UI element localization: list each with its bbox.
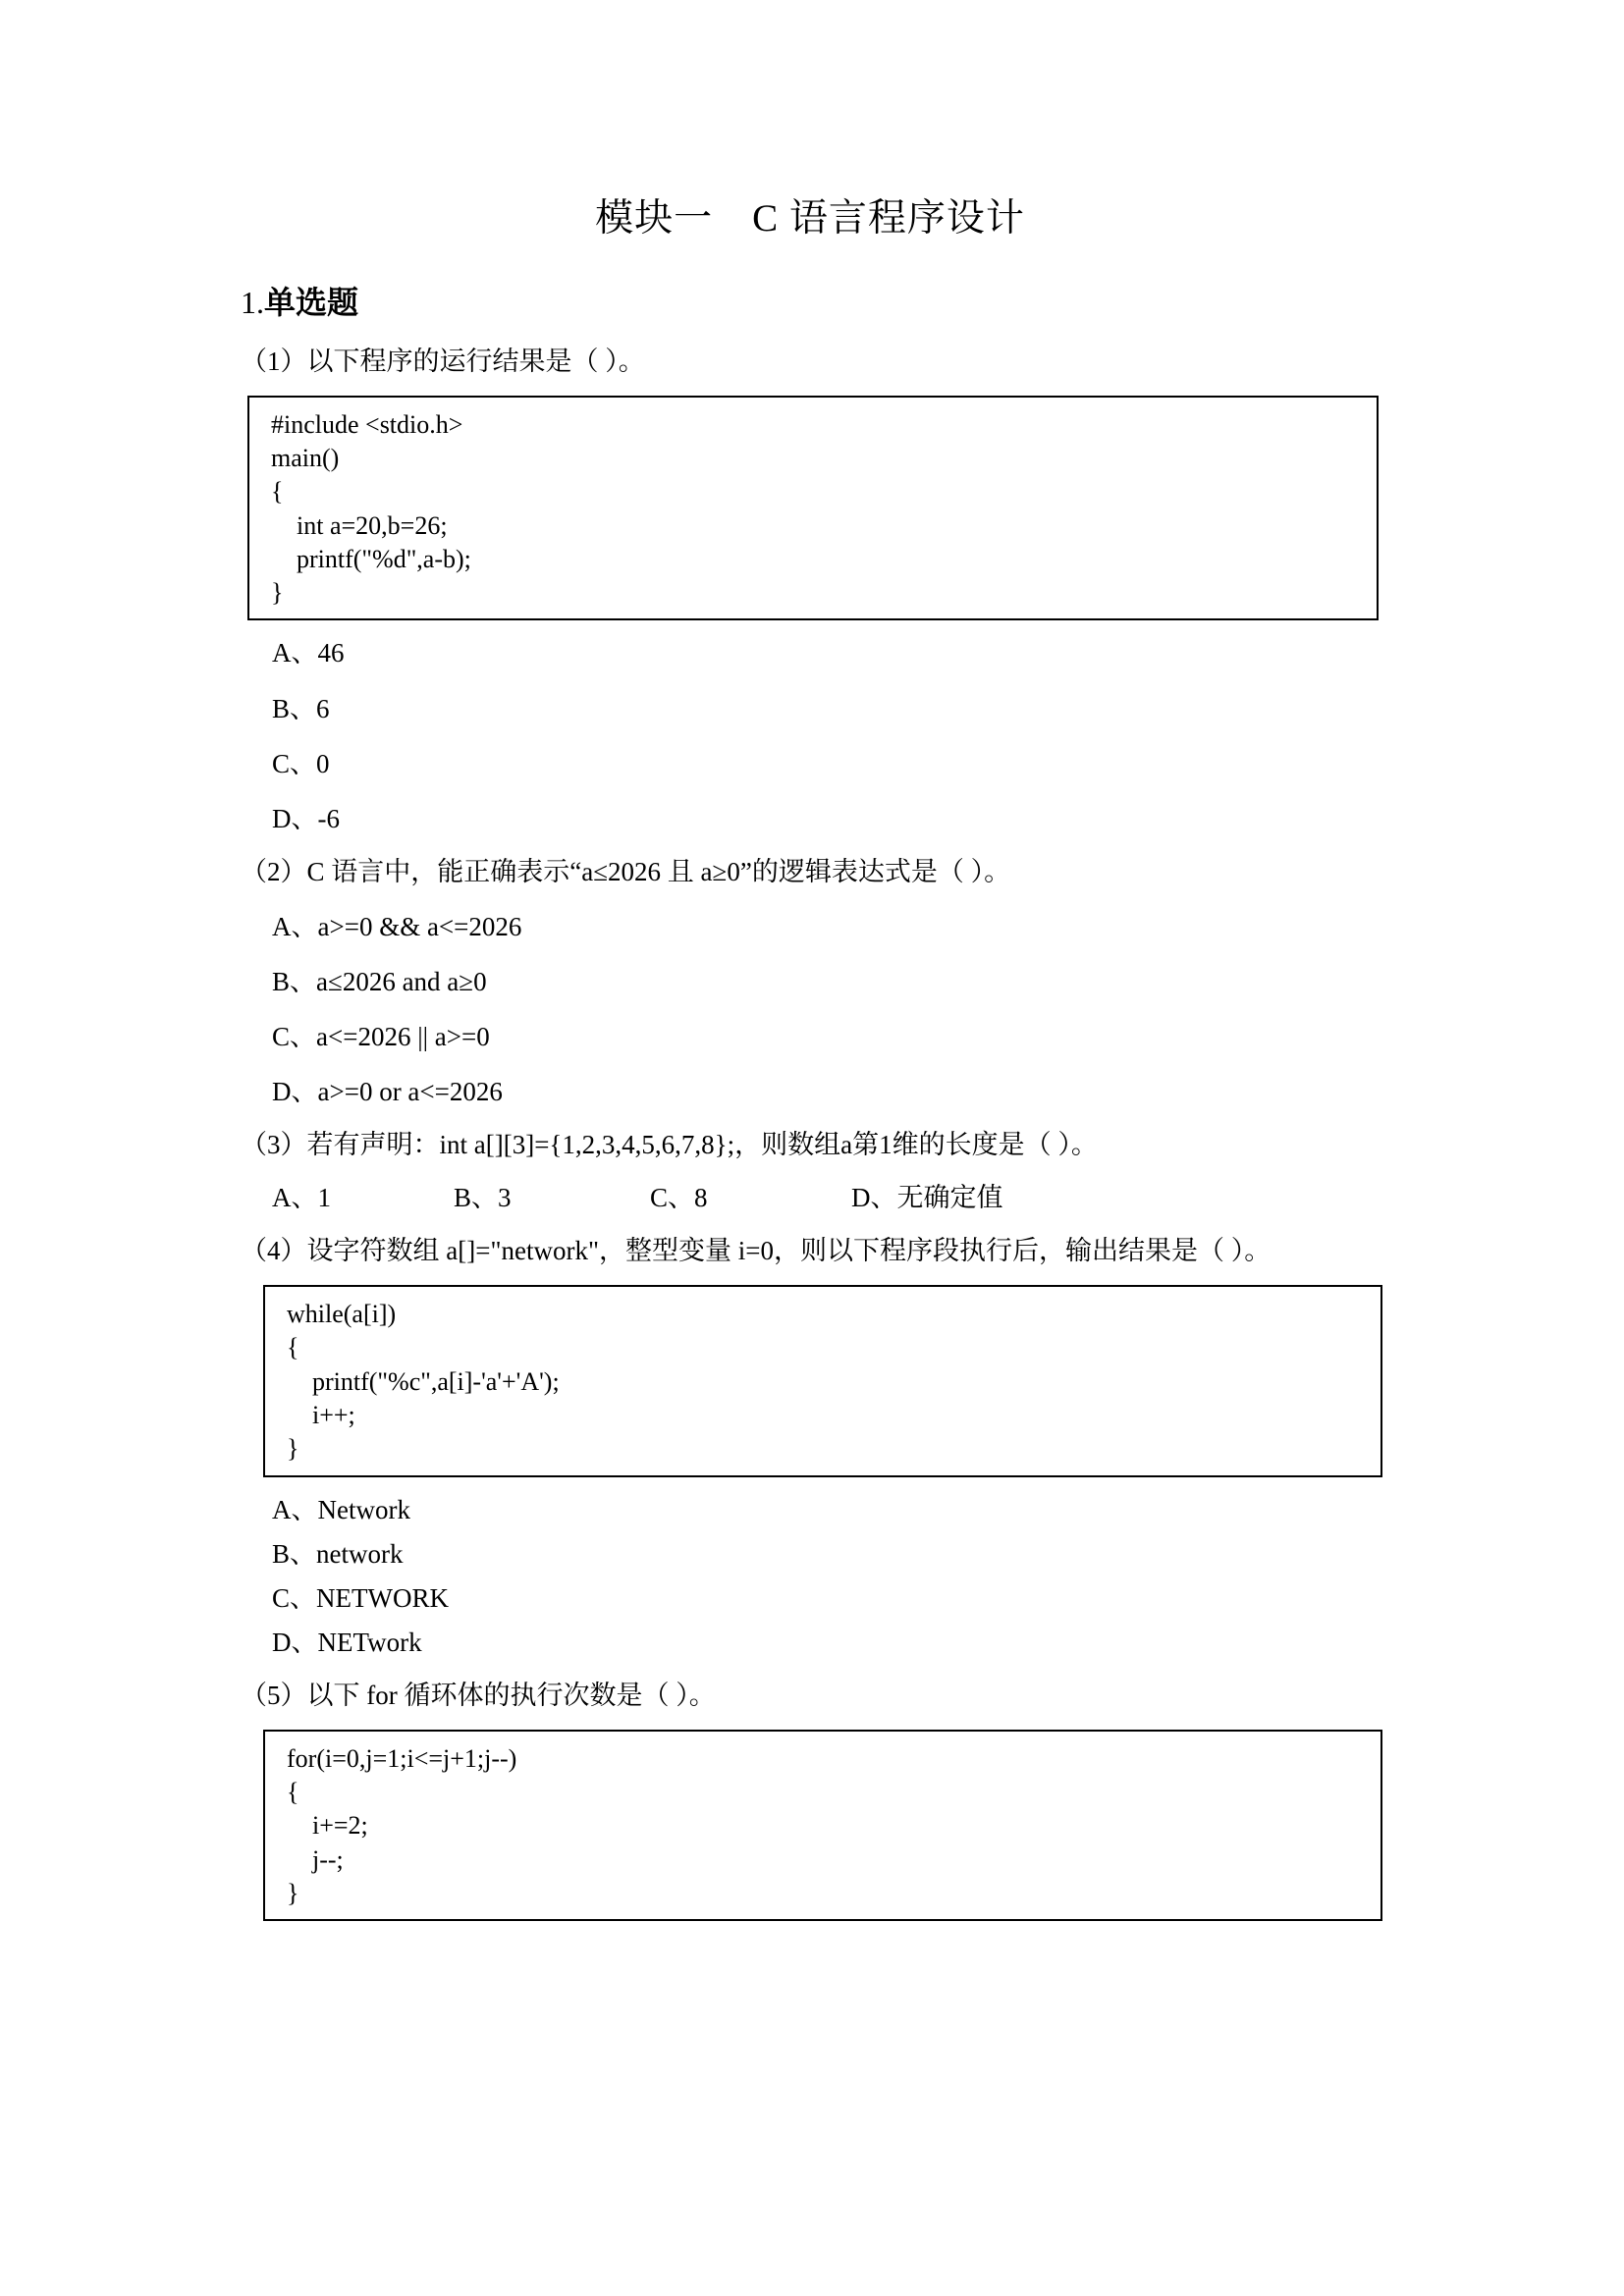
question-2-text: （2）C 语言中，能正确表示“a≤2026 且 a≥0”的逻辑表达式是（ ）。 [241,857,1011,887]
option-item[interactable] [241,946,1380,1001]
option-value: 1 [317,1183,331,1213]
section-heading-label: 单选题 [264,284,359,320]
option-value: network [316,1538,404,1569]
question-5-text: （5）以下 for 循环体的执行次数是（ ）。 [241,1681,716,1711]
option-item[interactable] [241,1056,1380,1111]
code-line: main() [271,443,340,472]
option-key: B、 [272,1538,317,1569]
option-value: a<=2026 || a>=0 [316,1022,490,1052]
option-key: A、 [272,1494,318,1524]
option-value: 6 [316,693,330,723]
option-key: C、 [272,1582,317,1613]
question-3-text: （3）若有声明：int a[][3]={1,2,3,4,5,6,7,8};，则数组a第1维的长度是（ ）。 [241,1130,1098,1160]
section-heading [241,244,1380,324]
option-item[interactable] [241,620,1380,672]
option-value: 8 [694,1183,708,1213]
question-1-text: （1）以下程序的运行结果是（ ）。 [241,346,645,376]
option-value: a≤2026 and a≥0 [316,966,487,996]
option-item[interactable] [241,1477,1380,1529]
question-4-options [241,1477,1380,1663]
page-title: 模块一 C 语言程序设计 [595,197,1025,240]
option-value: 46 [317,638,345,668]
code-line: { [271,477,284,507]
code-line: } [287,1879,299,1908]
code-line: } [271,578,284,608]
option-value: NETwork [317,1627,422,1657]
option-item[interactable] [241,1618,1380,1662]
option-value: a>=0 or a<=2026 [317,1077,503,1107]
option-key: A、 [272,638,318,668]
question-1-code-block [247,396,1379,621]
option-key: B、 [272,966,317,996]
option-item[interactable] [241,894,1380,946]
option-key: C、 [272,748,317,778]
option-key: D、 [851,1183,897,1213]
option-value: Network [317,1494,410,1524]
option-key: D、 [272,1627,318,1657]
option-key: D、 [272,803,318,833]
option-item[interactable] [650,1179,851,1217]
question-5-code-block [263,1730,1382,1922]
option-item[interactable] [241,1574,1380,1618]
option-key: C、 [272,1022,317,1052]
option-key: C、 [650,1183,695,1213]
option-value: NETWORK [316,1582,449,1613]
option-item[interactable] [272,1179,454,1217]
option-key: D、 [272,1077,318,1107]
option-value: a>=0 && a<=2026 [317,911,522,941]
page-content [241,0,1380,1921]
option-value: 3 [498,1183,512,1213]
code-line: while(a[i]) [287,1299,397,1328]
option-value: 0 [316,748,330,778]
code-line: int a=20,b=26; [271,510,448,540]
option-key: B、 [454,1183,499,1213]
option-item[interactable] [851,1179,1003,1217]
code-line: printf("%c",a[i]-'a'+'A'); [287,1366,560,1396]
section-heading-number: 1. [241,284,264,320]
option-item[interactable] [454,1179,650,1217]
option-key: B、 [272,693,317,723]
code-line: #include <stdio.h> [271,409,463,439]
question-1-options [241,620,1380,838]
option-item[interactable] [241,673,1380,728]
code-line: printf("%d",a-b); [271,544,471,573]
option-item[interactable] [241,783,1380,838]
option-item[interactable] [241,1001,1380,1056]
code-line: for(i=0,j=1;i<=j+1;j--) [287,1743,517,1773]
question-4-code-block [263,1285,1382,1477]
option-key: A、 [272,1183,318,1213]
option-item[interactable] [241,1529,1380,1574]
code-line: i+=2; [287,1811,368,1841]
question-2-options [241,894,1380,1112]
code-line: { [287,1778,299,1807]
code-line: } [287,1434,299,1464]
code-line: i++; [287,1400,355,1429]
option-key: A、 [272,911,318,941]
question-3-options [241,1167,1380,1217]
option-item[interactable] [241,728,1380,783]
option-value: 无确定值 [896,1183,1003,1213]
code-line: { [287,1333,299,1362]
question-4-text: （4）设字符数组 a[]="network"，整型变量 i=0，则以下程序段执行后，输出结果是（ ）。 [241,1236,1272,1266]
code-line: j--; [287,1844,344,1874]
option-value: -6 [317,803,340,833]
